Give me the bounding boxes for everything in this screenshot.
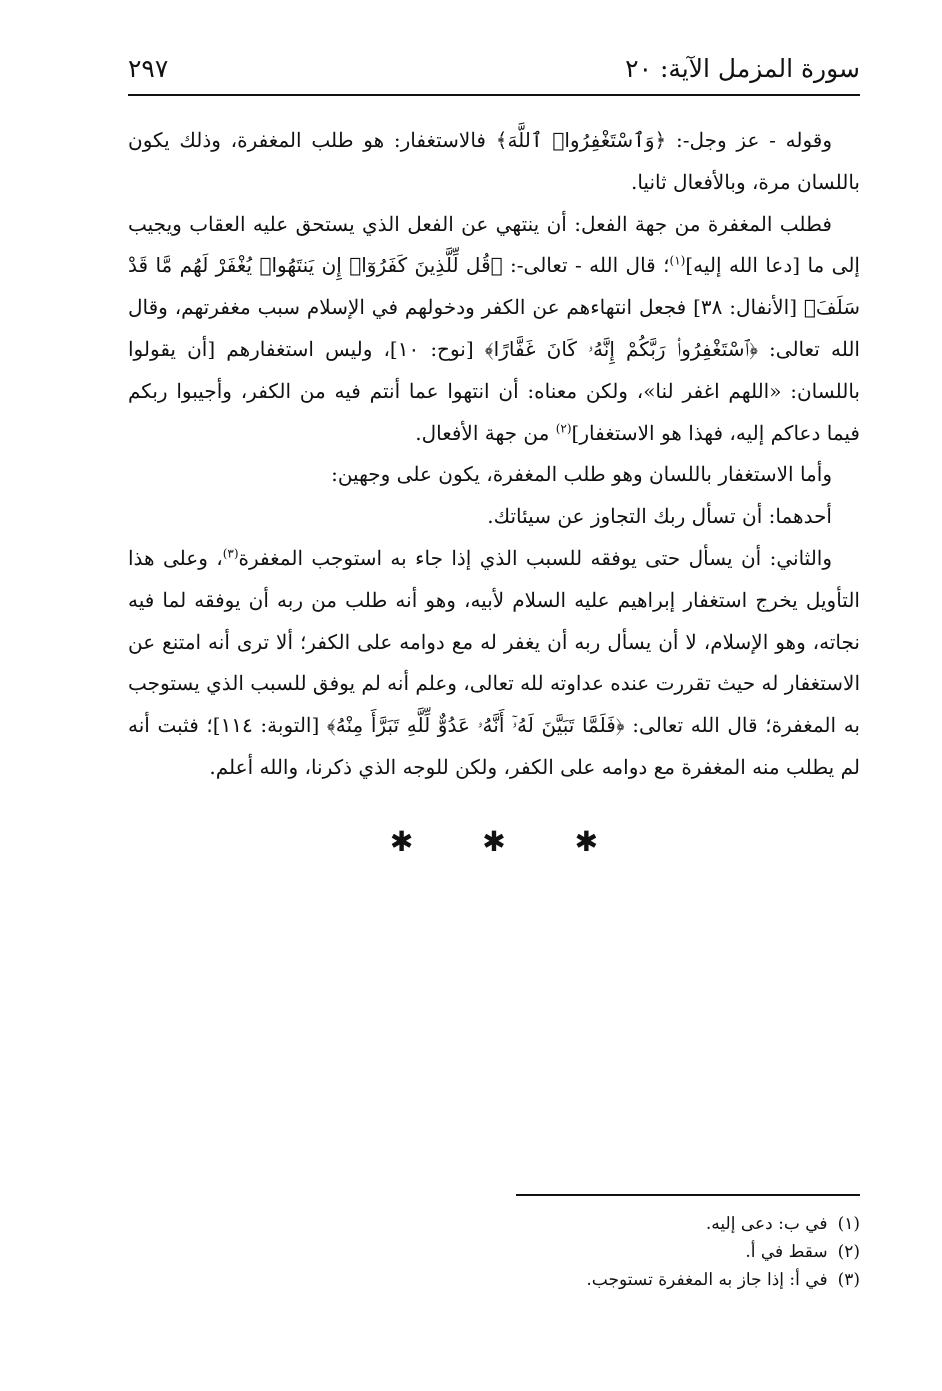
footnote bbox=[128, 1238, 860, 1266]
quran-verse: ﴿وَٱسْتَغْفِرُوا۟ ٱللَّهَ﴾ bbox=[495, 128, 667, 152]
footnote bbox=[128, 1210, 860, 1238]
text-run: فطلب المغفرة من جهة الفعل: أن ينتهي عن الفعل الذي يستحق عليه العقاب ويجيب إلى ما [دعا الله إليه] bbox=[128, 211, 860, 278]
text-run: والثاني: أن يسأل حتى يوفقه للسبب الذي إذا جاء به استوجب المغفرة bbox=[238, 545, 833, 570]
footnote bbox=[128, 1266, 860, 1294]
text-run: [الأنفال: ٣٨] فجعل انتهاءهم عن الكفر ودخولهم في الإسلام سبب مغفرتهم، وقال الله تعالى: bbox=[128, 295, 860, 361]
text-run: ، وعلى هذا التأويل يخرج استغفار إبراهيم عليه السلام لأبيه، وهو أنه طلب من ربه أن يوفقه لما فيه نجاته، وهو الإسلام، لا أن يسأل ربه أن يغفر له مع دوامه على الكفر؛ ألا ترى أنه امتنع عن الاستغفار له حيث تقررت عنده عداوته لله تعالى، وعلم أنه لم يوفق للسبب الذي يستوجب به المغفرة؛ قال الله تعالى: bbox=[128, 545, 860, 738]
text-run: أحدهما: أن تسأل ربك التجاوز عن سيئاتك. bbox=[487, 504, 832, 529]
footnote-text: في ب: دعى إليه. bbox=[705, 1214, 828, 1234]
footnote-number: (٣) bbox=[837, 1270, 860, 1290]
paragraph bbox=[128, 538, 860, 789]
header-rule bbox=[128, 94, 860, 96]
section-separator: ✱ ✱ ✱ bbox=[389, 824, 629, 858]
quran-verse: ﴿قُل لِّلَّذِينَ كَفَرُوٓا۟ إِن يَنتَهُوا۟ يُغْفَرْ لَهُم مَّا قَدْ سَلَفَ﴾ bbox=[128, 253, 860, 320]
footnote-text: سقط في أ. bbox=[745, 1242, 828, 1262]
text-run: وقوله - عز وجل-: bbox=[666, 128, 833, 152]
footnote-text: في أ: إذا جاز به المغفرة تستوجب. bbox=[586, 1270, 828, 1290]
main-text bbox=[128, 120, 860, 789]
page-header bbox=[128, 48, 860, 98]
text-run: فالاستغفار: هو طلب المغفرة، وذلك يكون باللسان مرة، وبالأفعال ثانيا. bbox=[128, 128, 860, 194]
footnote-number: (٢) bbox=[837, 1242, 860, 1262]
footnote-marker: (٣) bbox=[222, 546, 239, 561]
footnote-number: (١) bbox=[837, 1214, 860, 1234]
quran-verse: ﴿ٱسْتَغْفِرُوا۟ رَبَّكُمْ إِنَّهُۥ كَانَ غَفَّارًا﴾ bbox=[484, 336, 758, 361]
running-title: سورة المزمل الآية: ٢٠ bbox=[625, 54, 860, 83]
text-run: من جهة الأفعال. bbox=[415, 420, 556, 445]
paragraph bbox=[128, 496, 860, 538]
text-run: [نوح: ١٠]، وليس استغفارهم [أن يقولوا باللسان: «اللهم اغفر لنا»، ولكن معناه: أن انتهوا عما أنتم فيه من الكفر، وأجيبوا ربكم فيما دعاكم إليه، فهذا هو الاستغفار] bbox=[128, 336, 860, 445]
text-run: [التوبة: ١١٤]؛ فثبت أنه لم يطلب منه المغفرة مع دوامه على الكفر، ولكن للوجه الذي ذكرنا، والله أعلم. bbox=[128, 713, 860, 779]
text-run: ؛ قال الله - تعالى-: bbox=[502, 253, 670, 278]
footnote-marker: (١) bbox=[669, 253, 686, 268]
page-number: ٢٩٧ bbox=[128, 54, 169, 83]
footnote-marker: (٢) bbox=[555, 420, 572, 435]
footnote-rule bbox=[516, 1194, 860, 1196]
text-run: وأما الاستغفار باللسان وهو طلب المغفرة، يكون على وجهين: bbox=[331, 462, 832, 487]
paragraph bbox=[128, 454, 860, 496]
book-page bbox=[128, 48, 860, 1368]
paragraph bbox=[128, 204, 860, 455]
quran-verse: ﴿فَلَمَّا تَبَيَّنَ لَهُۥٓ أَنَّهُۥ عَدُوٌّ لِّلَّهِ تَبَرَّأَ مِنْهُ﴾ bbox=[326, 713, 625, 738]
paragraph bbox=[128, 120, 860, 204]
footnotes bbox=[128, 1210, 860, 1294]
